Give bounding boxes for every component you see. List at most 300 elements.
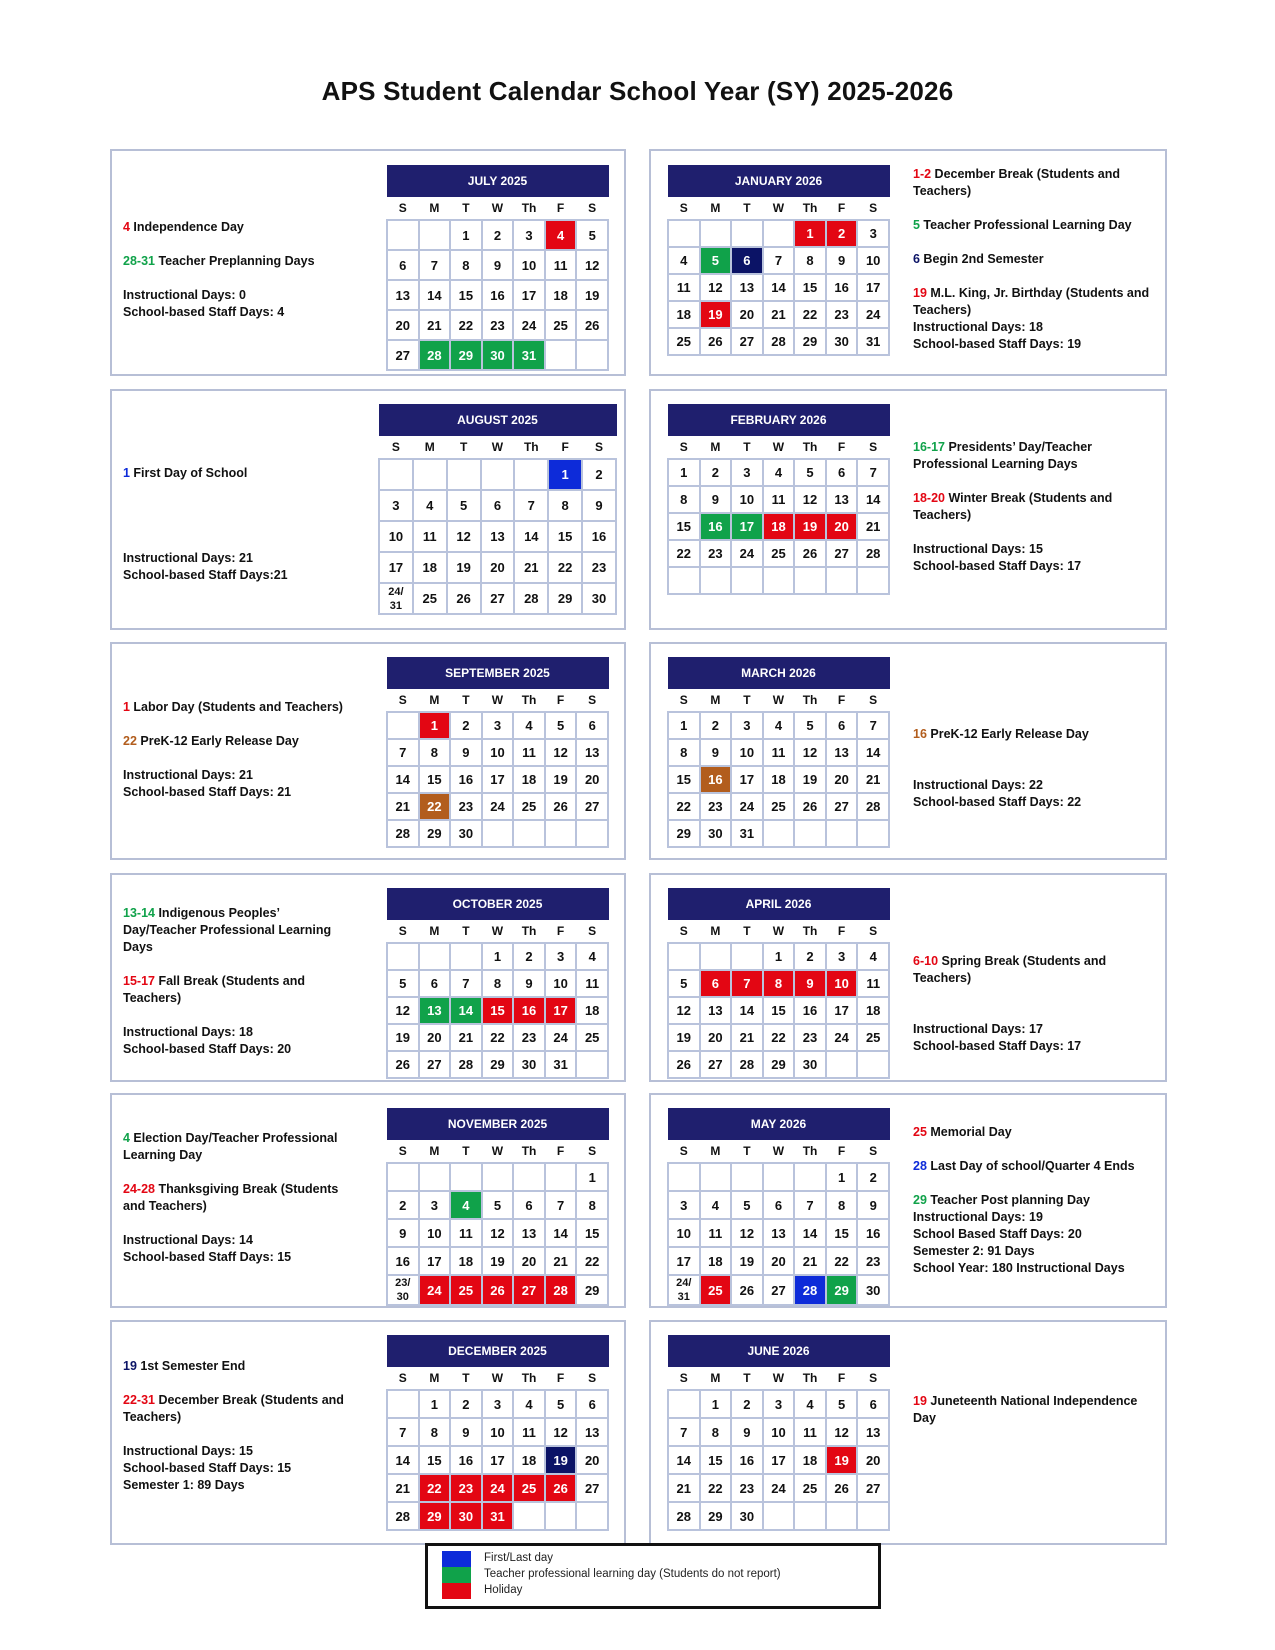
day-cell: 28 bbox=[387, 1502, 419, 1530]
weekday-label: M bbox=[429, 1371, 440, 1385]
note-date: 13-14 bbox=[123, 906, 155, 920]
note-date: 29 bbox=[913, 1193, 927, 1207]
note-line bbox=[913, 794, 1158, 811]
empty-day-cell bbox=[763, 1163, 795, 1191]
day-cell: 22 bbox=[482, 1024, 514, 1051]
note-text: Independence Day bbox=[129, 220, 244, 234]
day-cell: 28 bbox=[545, 1275, 577, 1305]
legend-label-holiday: Holiday bbox=[484, 1584, 523, 1596]
day-cell: 10 bbox=[545, 970, 577, 997]
day-cell: 4 bbox=[513, 712, 545, 739]
note-date: 1 bbox=[123, 466, 130, 480]
weekday-label: S bbox=[679, 201, 688, 215]
week-row bbox=[668, 793, 889, 820]
weekday-label: M bbox=[429, 924, 440, 938]
note-line bbox=[123, 567, 368, 584]
day-cell: 24 bbox=[731, 793, 763, 820]
day-cell: 23 bbox=[731, 1474, 763, 1502]
weekday-label: T bbox=[743, 201, 751, 215]
day-cell: 19 bbox=[794, 766, 826, 793]
day-cell: 25 bbox=[763, 793, 795, 820]
note-text: Instructional Days: 21 bbox=[123, 551, 253, 565]
weekday-label: M bbox=[429, 693, 440, 707]
day-cell: 1 bbox=[763, 943, 795, 970]
day-cell: 23 bbox=[700, 793, 732, 820]
day-cell: 5 bbox=[794, 459, 826, 486]
day-cell: 5 bbox=[482, 1191, 514, 1219]
day-cell: 4 bbox=[794, 1390, 826, 1418]
weekday-label: T bbox=[743, 924, 751, 938]
day-cell: 1 bbox=[419, 712, 451, 739]
week-row bbox=[668, 712, 889, 739]
notes-december-2025 bbox=[123, 1358, 368, 1494]
empty-day-cell bbox=[731, 943, 763, 970]
note-spacer bbox=[123, 1164, 358, 1181]
day-cell: 14 bbox=[387, 766, 419, 793]
note-line bbox=[913, 336, 1158, 353]
day-cell: 21 bbox=[763, 301, 795, 328]
note-text: Juneteenth National Independence Day bbox=[913, 1394, 1138, 1425]
empty-day-cell bbox=[576, 1502, 608, 1530]
weekday-label: Th bbox=[802, 1144, 818, 1158]
day-cell: 15 bbox=[450, 280, 482, 310]
day-cell: 12 bbox=[545, 739, 577, 766]
day-cell: 10 bbox=[482, 739, 514, 766]
week-row bbox=[668, 1390, 889, 1418]
note-spacer bbox=[123, 516, 368, 533]
day-cell: 17 bbox=[668, 1247, 700, 1275]
day-cell: 2 bbox=[731, 1390, 763, 1418]
note-line bbox=[123, 699, 368, 716]
week-row bbox=[668, 766, 889, 793]
month-header: JULY 2025 bbox=[387, 166, 608, 197]
note-text: Teacher Professional Learning Day bbox=[919, 218, 1132, 232]
month-header: FEBRUARY 2026 bbox=[668, 405, 889, 436]
note-line bbox=[913, 1260, 1158, 1277]
note-text: Thanksgiving Break (Students and Teachers) bbox=[123, 1182, 339, 1213]
day-cell: 25 bbox=[700, 1275, 732, 1305]
weekday-label: S bbox=[679, 693, 688, 707]
day-cell: 12 bbox=[700, 274, 732, 301]
weekday-label: W bbox=[491, 440, 504, 454]
day-cell: 19 bbox=[826, 1446, 858, 1474]
notes-july-2025 bbox=[123, 219, 368, 321]
day-cell: 17 bbox=[731, 766, 763, 793]
day-cell: 29 bbox=[419, 1502, 451, 1530]
day-cell: 20 bbox=[731, 301, 763, 328]
note-spacer bbox=[913, 234, 1158, 251]
day-cell: 11 bbox=[763, 739, 795, 766]
day-cell: 1 bbox=[419, 1390, 451, 1418]
note-date: 19 bbox=[913, 1394, 927, 1408]
day-cell: 24 bbox=[482, 1474, 514, 1502]
day-cell: 12 bbox=[794, 739, 826, 766]
weekday-label: W bbox=[772, 1371, 785, 1385]
day-cell: 24/ 31 bbox=[379, 583, 413, 614]
note-date: 22 bbox=[123, 734, 137, 748]
weekday-label: S bbox=[588, 1144, 597, 1158]
day-cell: 6 bbox=[826, 459, 858, 486]
notes-january-2026 bbox=[913, 166, 1158, 353]
weekday-label: W bbox=[772, 201, 785, 215]
day-cell: 8 bbox=[794, 247, 826, 274]
note-spacer bbox=[913, 200, 1158, 217]
weekday-label: F bbox=[556, 1144, 565, 1158]
day-cell: 30 bbox=[450, 1502, 482, 1530]
day-cell: 3 bbox=[513, 220, 545, 250]
day-cell: 16 bbox=[700, 513, 732, 540]
note-text: School-based Staff Days: 22 bbox=[913, 795, 1082, 809]
day-cell: 26 bbox=[826, 1474, 858, 1502]
day-cell: 2 bbox=[857, 1163, 889, 1191]
day-cell: 22 bbox=[763, 1024, 795, 1051]
day-cell: 25 bbox=[794, 1474, 826, 1502]
empty-day-cell bbox=[763, 820, 795, 847]
empty-day-cell bbox=[763, 220, 795, 247]
day-cell: 18 bbox=[763, 766, 795, 793]
day-cell: 7 bbox=[545, 1191, 577, 1219]
day-cell: 18 bbox=[794, 1446, 826, 1474]
empty-day-cell bbox=[387, 220, 419, 250]
weekday-label: S bbox=[679, 1144, 688, 1158]
day-cell: 3 bbox=[857, 220, 889, 247]
weekday-label: F bbox=[837, 693, 846, 707]
week-row bbox=[668, 820, 889, 847]
week-row bbox=[387, 1163, 608, 1191]
day-cell: 27 bbox=[700, 1051, 732, 1078]
weekday-label: Th bbox=[802, 924, 818, 938]
day-cell: 18 bbox=[450, 1247, 482, 1275]
weekday-label: S bbox=[588, 693, 597, 707]
note-text: School-based Staff Days: 20 bbox=[123, 1042, 292, 1056]
day-cell: 19 bbox=[668, 1024, 700, 1051]
weekday-label: M bbox=[710, 693, 721, 707]
legend-swatch-teacher-pl bbox=[442, 1567, 471, 1583]
day-cell: 12 bbox=[576, 250, 608, 280]
day-cell: 17 bbox=[857, 274, 889, 301]
day-cell: 24 bbox=[763, 1474, 795, 1502]
day-cell: 13 bbox=[481, 521, 515, 552]
weekday-label: M bbox=[710, 201, 721, 215]
note-spacer bbox=[123, 1215, 358, 1232]
note-date: 16-17 bbox=[913, 440, 945, 454]
weekday-label: W bbox=[772, 693, 785, 707]
day-cell: 30 bbox=[582, 583, 616, 614]
week-row bbox=[668, 301, 889, 328]
weekday-label: Th bbox=[521, 201, 537, 215]
empty-day-cell bbox=[419, 220, 451, 250]
empty-day-cell bbox=[826, 567, 858, 594]
day-cell: 25 bbox=[513, 1474, 545, 1502]
day-cell: 19 bbox=[794, 513, 826, 540]
weekday-label: T bbox=[462, 1371, 470, 1385]
day-cell: 13 bbox=[387, 280, 419, 310]
empty-day-cell bbox=[514, 459, 548, 490]
week-row bbox=[668, 274, 889, 301]
day-cell: 1 bbox=[700, 1390, 732, 1418]
day-cell: 9 bbox=[700, 486, 732, 513]
empty-day-cell bbox=[482, 1163, 514, 1191]
month-header: SEPTEMBER 2025 bbox=[387, 658, 608, 689]
day-cell: 31 bbox=[731, 820, 763, 847]
note-line bbox=[913, 1124, 1158, 1141]
note-line bbox=[913, 439, 1158, 473]
weekday-label: M bbox=[429, 201, 440, 215]
day-cell: 19 bbox=[482, 1247, 514, 1275]
day-cell: 29 bbox=[482, 1051, 514, 1078]
day-cell: 10 bbox=[482, 1418, 514, 1446]
empty-day-cell bbox=[513, 1163, 545, 1191]
day-cell: 8 bbox=[668, 739, 700, 766]
day-cell: 23 bbox=[582, 552, 616, 583]
calendar-september-2025 bbox=[386, 657, 609, 848]
empty-day-cell bbox=[731, 1163, 763, 1191]
day-cell: 6 bbox=[763, 1191, 795, 1219]
day-cell: 4 bbox=[668, 247, 700, 274]
day-cell: 3 bbox=[668, 1191, 700, 1219]
day-cell: 11 bbox=[857, 970, 889, 997]
day-cell: 16 bbox=[450, 766, 482, 793]
note-line bbox=[913, 166, 1158, 200]
note-text: School-based Staff Days: 15 bbox=[123, 1250, 292, 1264]
empty-day-cell bbox=[700, 567, 732, 594]
day-cell: 13 bbox=[826, 486, 858, 513]
day-cell: 11 bbox=[513, 1418, 545, 1446]
day-cell: 2 bbox=[513, 943, 545, 970]
note-date: 28 bbox=[913, 1159, 927, 1173]
calendar-november-2025 bbox=[386, 1108, 609, 1306]
calendar-february-2026 bbox=[667, 404, 890, 595]
note-line bbox=[123, 1358, 368, 1375]
day-cell: 24 bbox=[419, 1275, 451, 1305]
day-cell: 19 bbox=[387, 1024, 419, 1051]
note-line bbox=[913, 777, 1158, 794]
week-row bbox=[387, 280, 608, 310]
note-text: Teacher Post planning Day bbox=[926, 1193, 1090, 1207]
weekday-label: S bbox=[588, 924, 597, 938]
note-spacer bbox=[123, 499, 368, 516]
note-date: 6 bbox=[913, 252, 920, 266]
week-row bbox=[668, 513, 889, 540]
day-cell: 2 bbox=[794, 943, 826, 970]
day-cell: 21 bbox=[419, 310, 451, 340]
day-cell: 6 bbox=[387, 250, 419, 280]
empty-day-cell bbox=[413, 459, 447, 490]
note-spacer bbox=[123, 482, 368, 499]
day-cell: 23 bbox=[826, 301, 858, 328]
day-cell: 24 bbox=[857, 301, 889, 328]
day-cell: 22 bbox=[668, 793, 700, 820]
day-cell: 18 bbox=[545, 280, 577, 310]
day-cell: 2 bbox=[826, 220, 858, 247]
day-cell: 19 bbox=[731, 1247, 763, 1275]
day-cell: 14 bbox=[450, 997, 482, 1024]
day-cell: 19 bbox=[545, 1446, 577, 1474]
weekday-label: F bbox=[561, 440, 569, 454]
day-cell: 21 bbox=[387, 1474, 419, 1502]
weekday-label: Th bbox=[802, 693, 818, 707]
day-cell: 4 bbox=[513, 1390, 545, 1418]
day-cell: 31 bbox=[545, 1051, 577, 1078]
note-line bbox=[913, 1158, 1158, 1175]
note-date: 24-28 bbox=[123, 1182, 155, 1196]
note-date: 15-17 bbox=[123, 974, 155, 988]
day-cell: 4 bbox=[763, 712, 795, 739]
day-cell: 25 bbox=[668, 328, 700, 355]
day-cell: 16 bbox=[794, 997, 826, 1024]
day-cell: 7 bbox=[387, 1418, 419, 1446]
note-line bbox=[123, 1181, 358, 1215]
empty-day-cell bbox=[450, 1163, 482, 1191]
day-cell: 24 bbox=[513, 310, 545, 340]
day-cell: 14 bbox=[545, 1219, 577, 1247]
day-cell: 10 bbox=[419, 1219, 451, 1247]
note-line bbox=[913, 953, 1158, 987]
day-cell: 30 bbox=[826, 328, 858, 355]
empty-day-cell bbox=[447, 459, 481, 490]
note-date: 1-2 bbox=[913, 167, 932, 181]
weekday-label: T bbox=[462, 1144, 470, 1158]
day-cell: 25 bbox=[576, 1024, 608, 1051]
day-cell: 9 bbox=[794, 970, 826, 997]
notes-april-2026 bbox=[913, 953, 1158, 1055]
weekday-label: S bbox=[869, 440, 878, 454]
day-cell: 2 bbox=[582, 459, 616, 490]
day-cell: 6 bbox=[731, 247, 763, 274]
note-date: 4 bbox=[123, 220, 130, 234]
week-row bbox=[668, 247, 889, 274]
day-cell: 25 bbox=[413, 583, 447, 614]
day-cell: 23 bbox=[450, 793, 482, 820]
note-line bbox=[913, 1209, 1158, 1226]
day-cell: 23/ 30 bbox=[387, 1275, 419, 1305]
day-cell: 13 bbox=[576, 1418, 608, 1446]
day-cell: 11 bbox=[513, 739, 545, 766]
week-row bbox=[387, 712, 608, 739]
day-cell: 11 bbox=[700, 1219, 732, 1247]
day-cell: 26 bbox=[545, 1474, 577, 1502]
day-cell: 12 bbox=[826, 1418, 858, 1446]
calendar-december-2025 bbox=[386, 1335, 609, 1531]
empty-day-cell bbox=[826, 820, 858, 847]
calendar-july-2025 bbox=[386, 165, 609, 371]
empty-day-cell bbox=[545, 1163, 577, 1191]
day-cell: 10 bbox=[731, 486, 763, 513]
day-cell: 22 bbox=[419, 1474, 451, 1502]
day-cell: 30 bbox=[857, 1275, 889, 1305]
day-cell: 9 bbox=[513, 970, 545, 997]
day-cell: 21 bbox=[857, 513, 889, 540]
day-cell: 7 bbox=[668, 1418, 700, 1446]
day-cell: 3 bbox=[482, 712, 514, 739]
weekday-label: S bbox=[869, 924, 878, 938]
day-cell: 26 bbox=[387, 1051, 419, 1078]
note-spacer bbox=[913, 987, 1158, 1004]
month-header: NOVEMBER 2025 bbox=[387, 1109, 608, 1140]
day-cell: 3 bbox=[826, 943, 858, 970]
day-cell: 23 bbox=[794, 1024, 826, 1051]
note-text: Indigenous Peoples’ Day/Teacher Professional Learning Days bbox=[123, 906, 332, 954]
empty-day-cell bbox=[668, 1390, 700, 1418]
day-cell: 20 bbox=[387, 310, 419, 340]
day-cell: 29 bbox=[700, 1502, 732, 1530]
weekday-label: F bbox=[837, 924, 846, 938]
empty-day-cell bbox=[826, 1502, 858, 1530]
day-cell: 15 bbox=[419, 766, 451, 793]
notes-october-2025 bbox=[123, 905, 348, 1058]
day-cell: 3 bbox=[482, 1390, 514, 1418]
note-text: PreK-12 Early Release Day bbox=[926, 727, 1089, 741]
note-spacer bbox=[913, 268, 1158, 285]
day-cell: 30 bbox=[482, 340, 514, 370]
week-row bbox=[387, 1502, 608, 1530]
day-cell: 8 bbox=[419, 1418, 451, 1446]
day-cell: 30 bbox=[731, 1502, 763, 1530]
note-text: Labor Day (Students and Teachers) bbox=[129, 700, 343, 714]
note-text: Last Day of school/Quarter 4 Ends bbox=[926, 1159, 1135, 1173]
note-line bbox=[123, 465, 368, 482]
day-cell: 1 bbox=[576, 1163, 608, 1191]
empty-day-cell bbox=[794, 567, 826, 594]
day-cell: 10 bbox=[668, 1219, 700, 1247]
day-cell: 3 bbox=[379, 490, 413, 521]
day-cell: 20 bbox=[763, 1247, 795, 1275]
empty-day-cell bbox=[419, 943, 451, 970]
week-row bbox=[387, 1191, 608, 1219]
day-cell: 15 bbox=[794, 274, 826, 301]
day-cell: 23 bbox=[450, 1474, 482, 1502]
week-row bbox=[387, 766, 608, 793]
day-cell: 29 bbox=[576, 1275, 608, 1305]
day-cell: 28 bbox=[668, 1502, 700, 1530]
week-row bbox=[668, 1163, 889, 1191]
notes-march-2026 bbox=[913, 726, 1158, 811]
notes-september-2025 bbox=[123, 699, 368, 801]
day-cell: 17 bbox=[419, 1247, 451, 1275]
empty-day-cell bbox=[576, 340, 608, 370]
day-cell: 9 bbox=[826, 247, 858, 274]
day-cell: 2 bbox=[700, 712, 732, 739]
note-date: 1 bbox=[123, 700, 130, 714]
week-row bbox=[668, 220, 889, 247]
week-row bbox=[387, 1418, 608, 1446]
empty-day-cell bbox=[794, 1502, 826, 1530]
note-line bbox=[123, 767, 368, 784]
day-cell: 15 bbox=[763, 997, 795, 1024]
day-cell: 29 bbox=[794, 328, 826, 355]
day-cell: 11 bbox=[576, 970, 608, 997]
week-row bbox=[668, 1502, 889, 1530]
day-cell: 4 bbox=[763, 459, 795, 486]
day-cell: 18 bbox=[576, 997, 608, 1024]
note-text: 1st Semester End bbox=[136, 1359, 246, 1373]
day-cell: 29 bbox=[450, 340, 482, 370]
note-date: 28-31 bbox=[123, 254, 155, 268]
month-header: JUNE 2026 bbox=[668, 1336, 889, 1367]
day-cell: 28 bbox=[450, 1051, 482, 1078]
day-cell: 1 bbox=[794, 220, 826, 247]
weekday-label: Th bbox=[802, 1371, 818, 1385]
day-cell: 17 bbox=[379, 552, 413, 583]
day-cell: 9 bbox=[450, 739, 482, 766]
day-cell: 21 bbox=[450, 1024, 482, 1051]
day-cell: 6 bbox=[826, 712, 858, 739]
day-cell: 21 bbox=[387, 793, 419, 820]
day-cell: 8 bbox=[668, 486, 700, 513]
note-line bbox=[913, 1243, 1158, 1260]
weekday-label: T bbox=[743, 440, 751, 454]
day-cell: 8 bbox=[450, 250, 482, 280]
